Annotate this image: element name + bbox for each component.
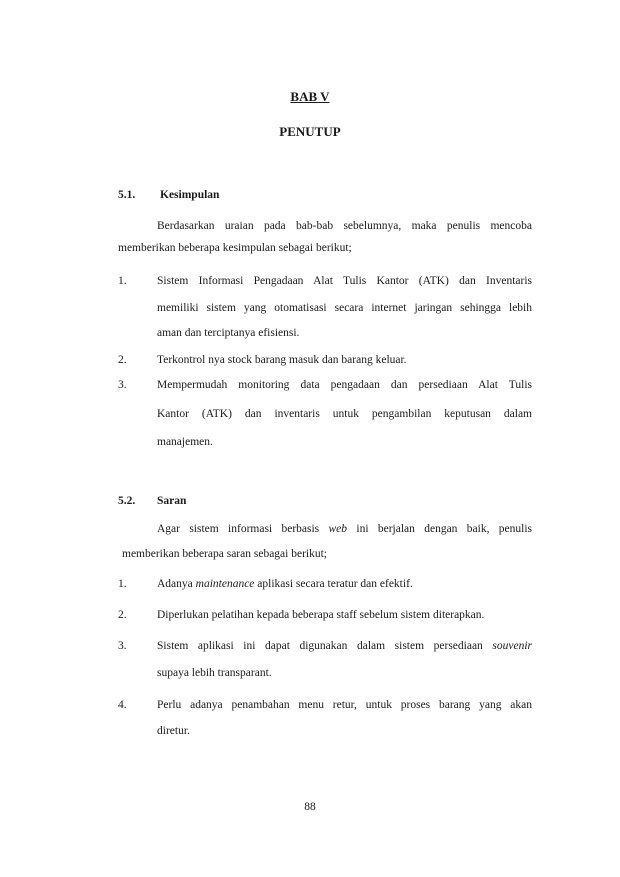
- s2-item3-a: Sistem aplikasi ini dapat digunakan dalam sistem persediaan: [157, 640, 493, 652]
- s2-item1-line1: [157, 578, 532, 590]
- s2-intro-a: Agar sistem informasi berbasis: [157, 523, 329, 535]
- s2-item4-number: 4.: [118, 699, 127, 711]
- s2-item2-number: 2.: [118, 609, 127, 621]
- s1-item3-number: 3.: [118, 379, 127, 391]
- s1-item1-number: 1.: [118, 275, 127, 287]
- s1-item3-line1: Mempermudah monitoring data pengadaan dan persediaan Alat Tulis: [157, 379, 532, 391]
- s2-item3-line2: supaya lebih transparant.: [157, 667, 272, 679]
- s2-item2-line1: Diperlukan pelatihan kepada beberapa staff sebelum sistem diterapkan.: [157, 609, 485, 621]
- s2-item1-number: 1.: [118, 578, 127, 590]
- section-2-number: 5.2.: [118, 495, 136, 507]
- chapter-number: BAB V: [290, 89, 330, 104]
- s2-item1-em: maintenance: [195, 578, 255, 590]
- s2-item1-b: aplikasi secara teratur dan efektif.: [254, 578, 413, 590]
- section-2-intro-line1: [157, 523, 532, 535]
- s2-item3-line1: [157, 640, 532, 652]
- chapter-title: PENUTUP: [279, 124, 341, 139]
- s2-item3-em: souvenir: [492, 640, 532, 652]
- s2-intro-web: web: [328, 523, 348, 535]
- section-2-heading: Saran: [157, 495, 187, 507]
- section-1-intro-line1: Berdasarkan uraian pada bab-bab sebelumnya, maka penulis mencoba: [157, 220, 532, 232]
- s2-item1-a: Adanya: [157, 578, 196, 590]
- s1-item3-line2: Kantor (ATK) dan inventaris untuk pengambilan keputusan dalam: [157, 408, 532, 420]
- s2-item4-line2: diretur.: [157, 725, 190, 737]
- s1-item1-line1: Sistem Informasi Pengadaan Alat Tulis Kantor (ATK) dan Inventaris: [157, 275, 532, 287]
- section-1-number: 5.1.: [118, 189, 136, 201]
- section-2-intro-line2: memberikan beberapa saran sebagai berikut;: [122, 548, 327, 560]
- section-1-heading: Kesimpulan: [160, 189, 220, 201]
- s1-item2-number: 2.: [118, 354, 127, 366]
- s2-item4-line1: Perlu adanya penambahan menu retur, untuk proses barang yang akan: [157, 699, 532, 711]
- s2-intro-b: ini berjalan dengan baik, penulis: [347, 523, 532, 535]
- page-number: 88: [304, 801, 316, 813]
- s1-item2-line1: Terkontrol nya stock barang masuk dan barang keluar.: [157, 354, 407, 366]
- section-1-intro-line2: memberikan beberapa kesimpulan sebagai berikut;: [118, 242, 352, 254]
- s1-item1-line2: memiliki sistem yang otomatisasi secara internet jaringan sehingga lebih: [157, 302, 532, 314]
- s2-item3-number: 3.: [118, 640, 127, 652]
- s1-item3-line3: manajemen.: [157, 436, 213, 448]
- s1-item1-line3: aman dan terciptanya efisiensi.: [157, 327, 300, 339]
